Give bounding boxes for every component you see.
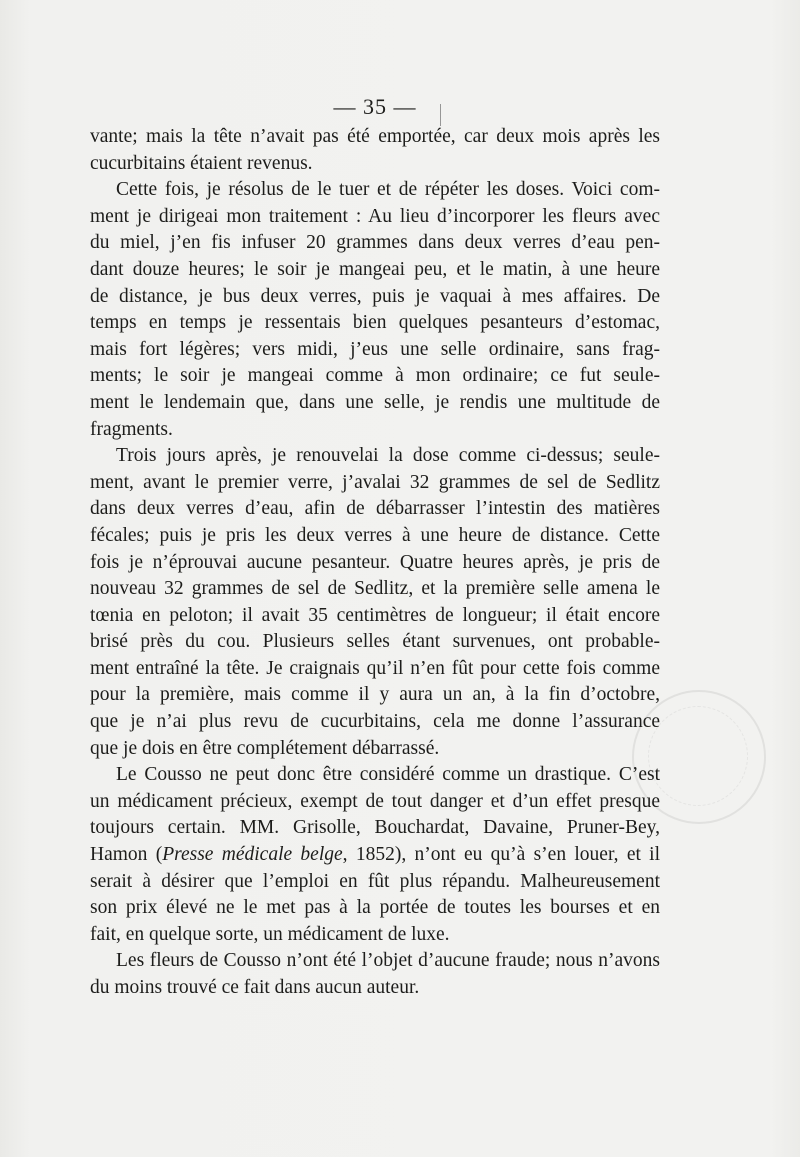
text-line: ments; le soir je mangeai comme à mon ordinaire; ce fut seule-	[90, 365, 660, 387]
page-number: — 35 —	[333, 94, 417, 119]
text-line: que je dois en être complétement débarrassé.	[90, 737, 440, 759]
text-line: Les fleurs de Cousso n’ont été l’objet d’aucune fraude; nous n’avons	[116, 950, 660, 972]
paragraph	[90, 177, 660, 443]
journal-title: Presse médicale belge	[162, 844, 343, 866]
text-line: Hamon (Presse médicale belge, 1852), n’ont eu qu’à s’en louer, et il	[90, 844, 661, 866]
text-line: pour la première, mais comme il y aura un an, à la fin d’octobre,	[90, 684, 660, 706]
text-line: nouveau 32 grammes de sel de Sedlitz, et la première selle amena le	[90, 578, 660, 600]
text-line: tœnia en peloton; il avait 35 centimètres de longueur; il était encore	[90, 604, 660, 626]
text-line: vante; mais la tête n’avait pas été emportée, car deux mois après les	[90, 126, 660, 147]
text-line: fait, en quelque sorte, un médicament de luxe.	[90, 923, 450, 945]
text-line: ment entraîné la tête. Je craignais qu’il n’en fût pour cette fois comme	[90, 657, 660, 679]
body-text	[90, 124, 660, 1002]
text-line: que je n’ai plus revu de cucurbitains, cela me donne l’assurance	[90, 711, 660, 733]
text-line: serait à désirer que l’emploi en fût plus répandu. Malheureusement	[90, 870, 660, 892]
text-line: mais fort légères; vers midi, j’eus une selle ordinaire, sans frag-	[90, 338, 660, 360]
text-line: fragments.	[90, 418, 173, 440]
library-stamp-inner-ring	[648, 706, 748, 806]
text-line: fois je n’éprouvai aucune pesanteur. Quatre heures après, je pris de	[90, 551, 660, 573]
text-line: du miel, j’en fis infuser 20 grammes dans deux verres d’eau pen-	[90, 232, 660, 254]
text-line: Trois jours après, je renouvelai la dose comme ci-dessus; seule-	[116, 445, 660, 467]
text-line: temps en temps je ressentais bien quelques pesanteurs d’estomac,	[90, 312, 660, 334]
text-line: Le Cousso ne peut donc être considéré comme un drastique. C’est	[116, 764, 660, 786]
text-line: brisé près du cou. Plusieurs selles étant survenues, ont probable-	[90, 631, 660, 653]
paragraph	[90, 762, 660, 948]
text-line: du moins trouvé ce fait dans aucun auteur.	[90, 977, 420, 998]
text-line: son prix élevé ne le met pas à la portée de toutes les bourses et en	[90, 897, 660, 919]
text-line: toujours certain. MM. Grisolle, Bouchardat, Davaine, Pruner-Bey,	[90, 817, 660, 839]
paragraph	[90, 443, 660, 762]
text-line: dans deux verres d’eau, afin de débarrasser l’intestin des matières	[90, 498, 660, 520]
text-line: ment, avant le premier verre, j’avalai 32 grammes de sel de Sedlitz	[90, 471, 660, 493]
text-line: dant douze heures; le soir je mangeai peu, et le matin, à une heure	[90, 258, 660, 280]
text-line: ment je dirigeai mon traitement : Au lieu d’incorporer les fleurs avec	[90, 205, 660, 227]
text-line: fécales; puis je pris les deux verres à une heure de distance. Cette	[90, 524, 660, 546]
text-line: Cette fois, je résolus de le tuer et de répéter les doses. Voici com-	[116, 179, 660, 201]
text-line: cucurbitains étaient revenus.	[90, 152, 313, 174]
text-line: ment le lendemain que, dans une selle, je rendis une multitude de	[90, 391, 660, 413]
text-line: un médicament précieux, exempt de tout danger et d’un effet presque	[90, 790, 660, 812]
text-line: de distance, je bus deux verres, puis je vaquai à mes affaires. De	[90, 285, 660, 307]
paragraph	[90, 948, 660, 1001]
paragraph	[90, 124, 660, 177]
